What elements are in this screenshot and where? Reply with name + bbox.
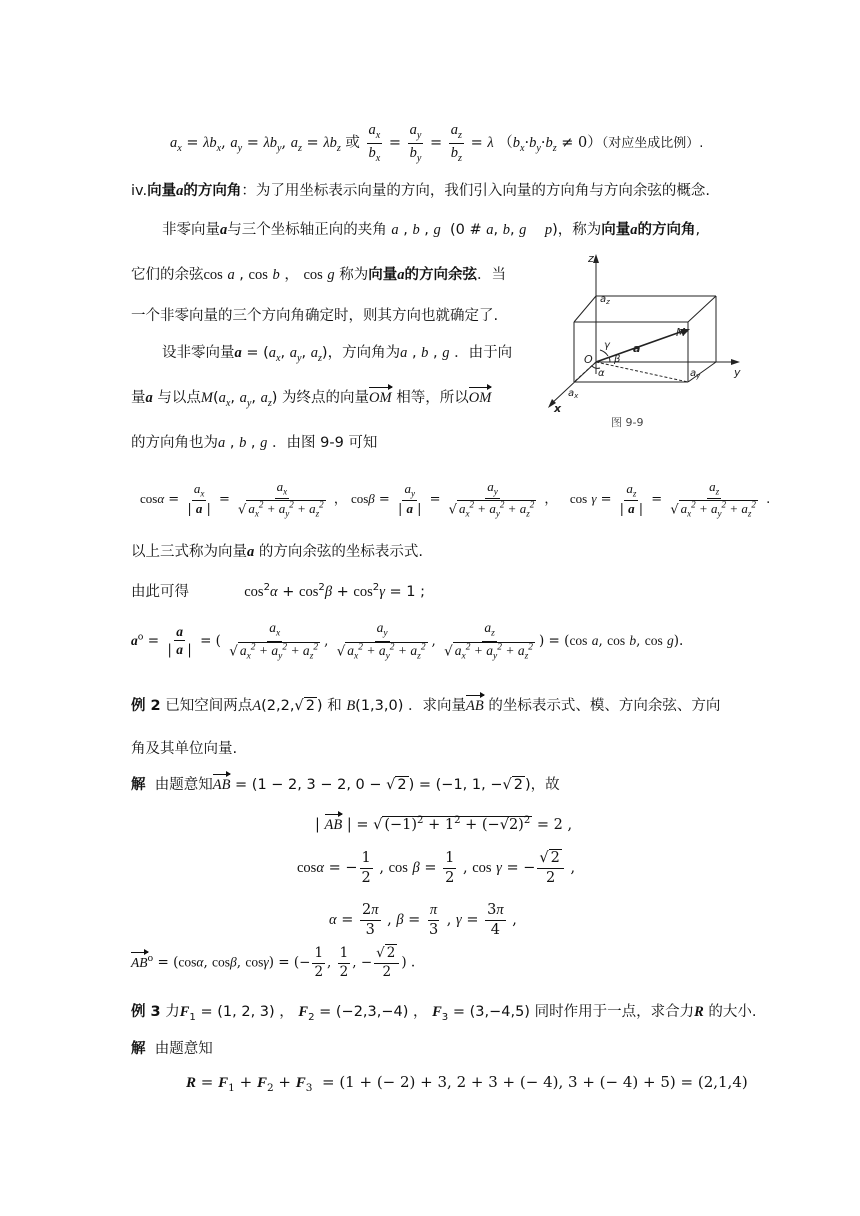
- modulus-line: | AB | = √ $(-1)^2 + 1^2 + (-√2)^2 = 2$ ,: [315, 815, 573, 833]
- ratio-formula-line: $a_x = \lambda b_x$, $a_y = \lambda b_y$, $a_z = \lambda b_z$ 或 $\frac{a_x}{b_x}$ = $\frac{a_y}{b_y}$ = $\frac{a_z}{b_z}$ = λ $(b_x\cdot b_y\cdot b_z \ne 0)$（对应坐成比例）.: [170, 122, 704, 164]
- resultant-force-line: $R = F_1 + F_2 + F_3 = (1$ + (− 2) + 3, 2 + 3 + (− 4), 3 + (− 4) + 5) = (2,1,4): [186, 1073, 748, 1094]
- example-3-label: 例 3: [131, 1004, 161, 1020]
- solution-3-line: 解 由题意知: [131, 1041, 213, 1057]
- paragraph-direction-cosine: 它们的余弦cos a , cos b ， cos g 称为向量a的方向余弦．当: [131, 267, 507, 283]
- gamma-label: γ: [604, 340, 610, 351]
- angle-values-line: α = $\frac{2\pi}{3}$ , β = $\frac{\pi}{3}$ , γ = $\frac{3\pi}{4}$ ,: [329, 902, 517, 938]
- az-label: $a_z$: [600, 294, 610, 306]
- iv-marker: iv.: [131, 183, 148, 199]
- iv-description: ：为了用坐标表示向量的方向，我们引入向量的方向角与方向余弦的概念.: [241, 183, 710, 199]
- origin-label: O: [584, 353, 593, 366]
- ay-label: $a_y$: [690, 368, 701, 380]
- solution-label: 解: [131, 777, 146, 793]
- example-2-label: 例 2: [131, 698, 161, 714]
- paragraph-set-vector: 设非零向量$a = (a_x$, $a_y$, $a_z$)，方向角为a , b , g ．由于向: [162, 345, 513, 364]
- example-2-line: 例 2 已知空间两点A(2,2,√ 2 ) 和 B(1,3,0) ．求向量AB 的坐标表示式、模、方向余弦、方向: [131, 698, 721, 714]
- axis-x-label: x: [554, 402, 562, 415]
- axis-y-label: y: [734, 366, 741, 379]
- figure-9-9-diagram: [540, 250, 750, 430]
- example-3-line: 例 3 力$F_1 = (1$, 2, 3) ， $F_2 = (-2,3,-4)$ ， $F_3 = (3,-4,5)$ 同时作用于一点，求合力R 的大小.: [131, 1004, 757, 1023]
- cosine-formulas: cosα = $\frac{a_x}{| a |}$ = $\frac{a_x}{√ a_x^2 + a_y^2 + a_z^2}$ ， cosβ = $\frac{a_y}{| a |}$ = $\frac{a_y}{√ a_x^2 + a_y^2 + a_z^2}$ ， cos γ = $\frac{a_z}{| a |}$ = $\frac{a_z}{√ a_x^2 + a_y^2 + a_z^2}$ .: [140, 479, 771, 519]
- paragraph-direction-angle: 非零向量a与三个坐标轴正向的夹角 a , b , g (0 # a, b, g p)，称为向量a的方向角,: [162, 222, 701, 238]
- point-m-label: M: [676, 326, 686, 339]
- vector-a-label: a: [633, 342, 641, 355]
- paragraph-determined: 一个非零向量的三个方向角确定时，则其方向也就确定了.: [131, 308, 499, 324]
- paragraph-figure-ref: 的方向角也为a , b , g ．由图 9-9 可知: [131, 435, 378, 451]
- section-iv-line: iv.向量a的方向角：为了用坐标表示向量的方向，我们引入向量的方向角与方向余弦的概念.: [131, 183, 710, 199]
- solution-2-line: 解 由题意知AB = (1 − 2, 3 − 2, 0 − √ 2 ) = (−1, 1, −√ 2 )，故: [131, 777, 560, 793]
- example-2-line-2: 角及其单位向量.: [131, 741, 238, 757]
- paragraph-hence: 由此可得 $\cos^2\alpha + \cos^2\beta + \cos^2\gamma = 1$ ;: [131, 582, 426, 600]
- paragraph-point-m: 量a 与以点$M(a_x$, $a_y$, $a_z$) 为终点的向量OM 相等，所以OM: [131, 390, 492, 409]
- ratio-note: （对应坐成比例）.: [601, 136, 704, 152]
- cosine-values-line: cosα = − $\frac{1}{2}$ , cos β = $\frac{1}{2}$ , cos γ = − $\frac{√ 2}{2}$ ,: [297, 850, 576, 886]
- unit-vector-ab-line: $AB^o = (\cos\alpha$, cosβ, cosγ) = (− $\frac{1}{2}$ , $\frac{1}{2}$ , − $\frac{√ 2}{2}$ ) .: [131, 945, 416, 980]
- unit-vector-formula: $a^o$ = $\frac{a}{| a |}$ = ( $\frac{a_x}{√ a_x^2 + a_y^2 + a_z^2}$ , $\frac{a_y}{√ a_x^2 + a_y^2 + a_z^2}$ , $\frac{a_z}{√ a_x^2 + a_y^2 + a_z^2}$ ) = (cos a, cos b, cos g).: [131, 620, 684, 662]
- axis-z-label: z: [588, 252, 594, 265]
- paragraph-coordinate-form: 以上三式称为向量a 的方向余弦的坐标表示式.: [131, 544, 423, 560]
- beta-label: β: [614, 354, 621, 365]
- ax-label: $a_x$: [568, 388, 579, 400]
- alpha-label: α: [598, 368, 605, 379]
- figure-caption: 图 9-9: [611, 416, 644, 429]
